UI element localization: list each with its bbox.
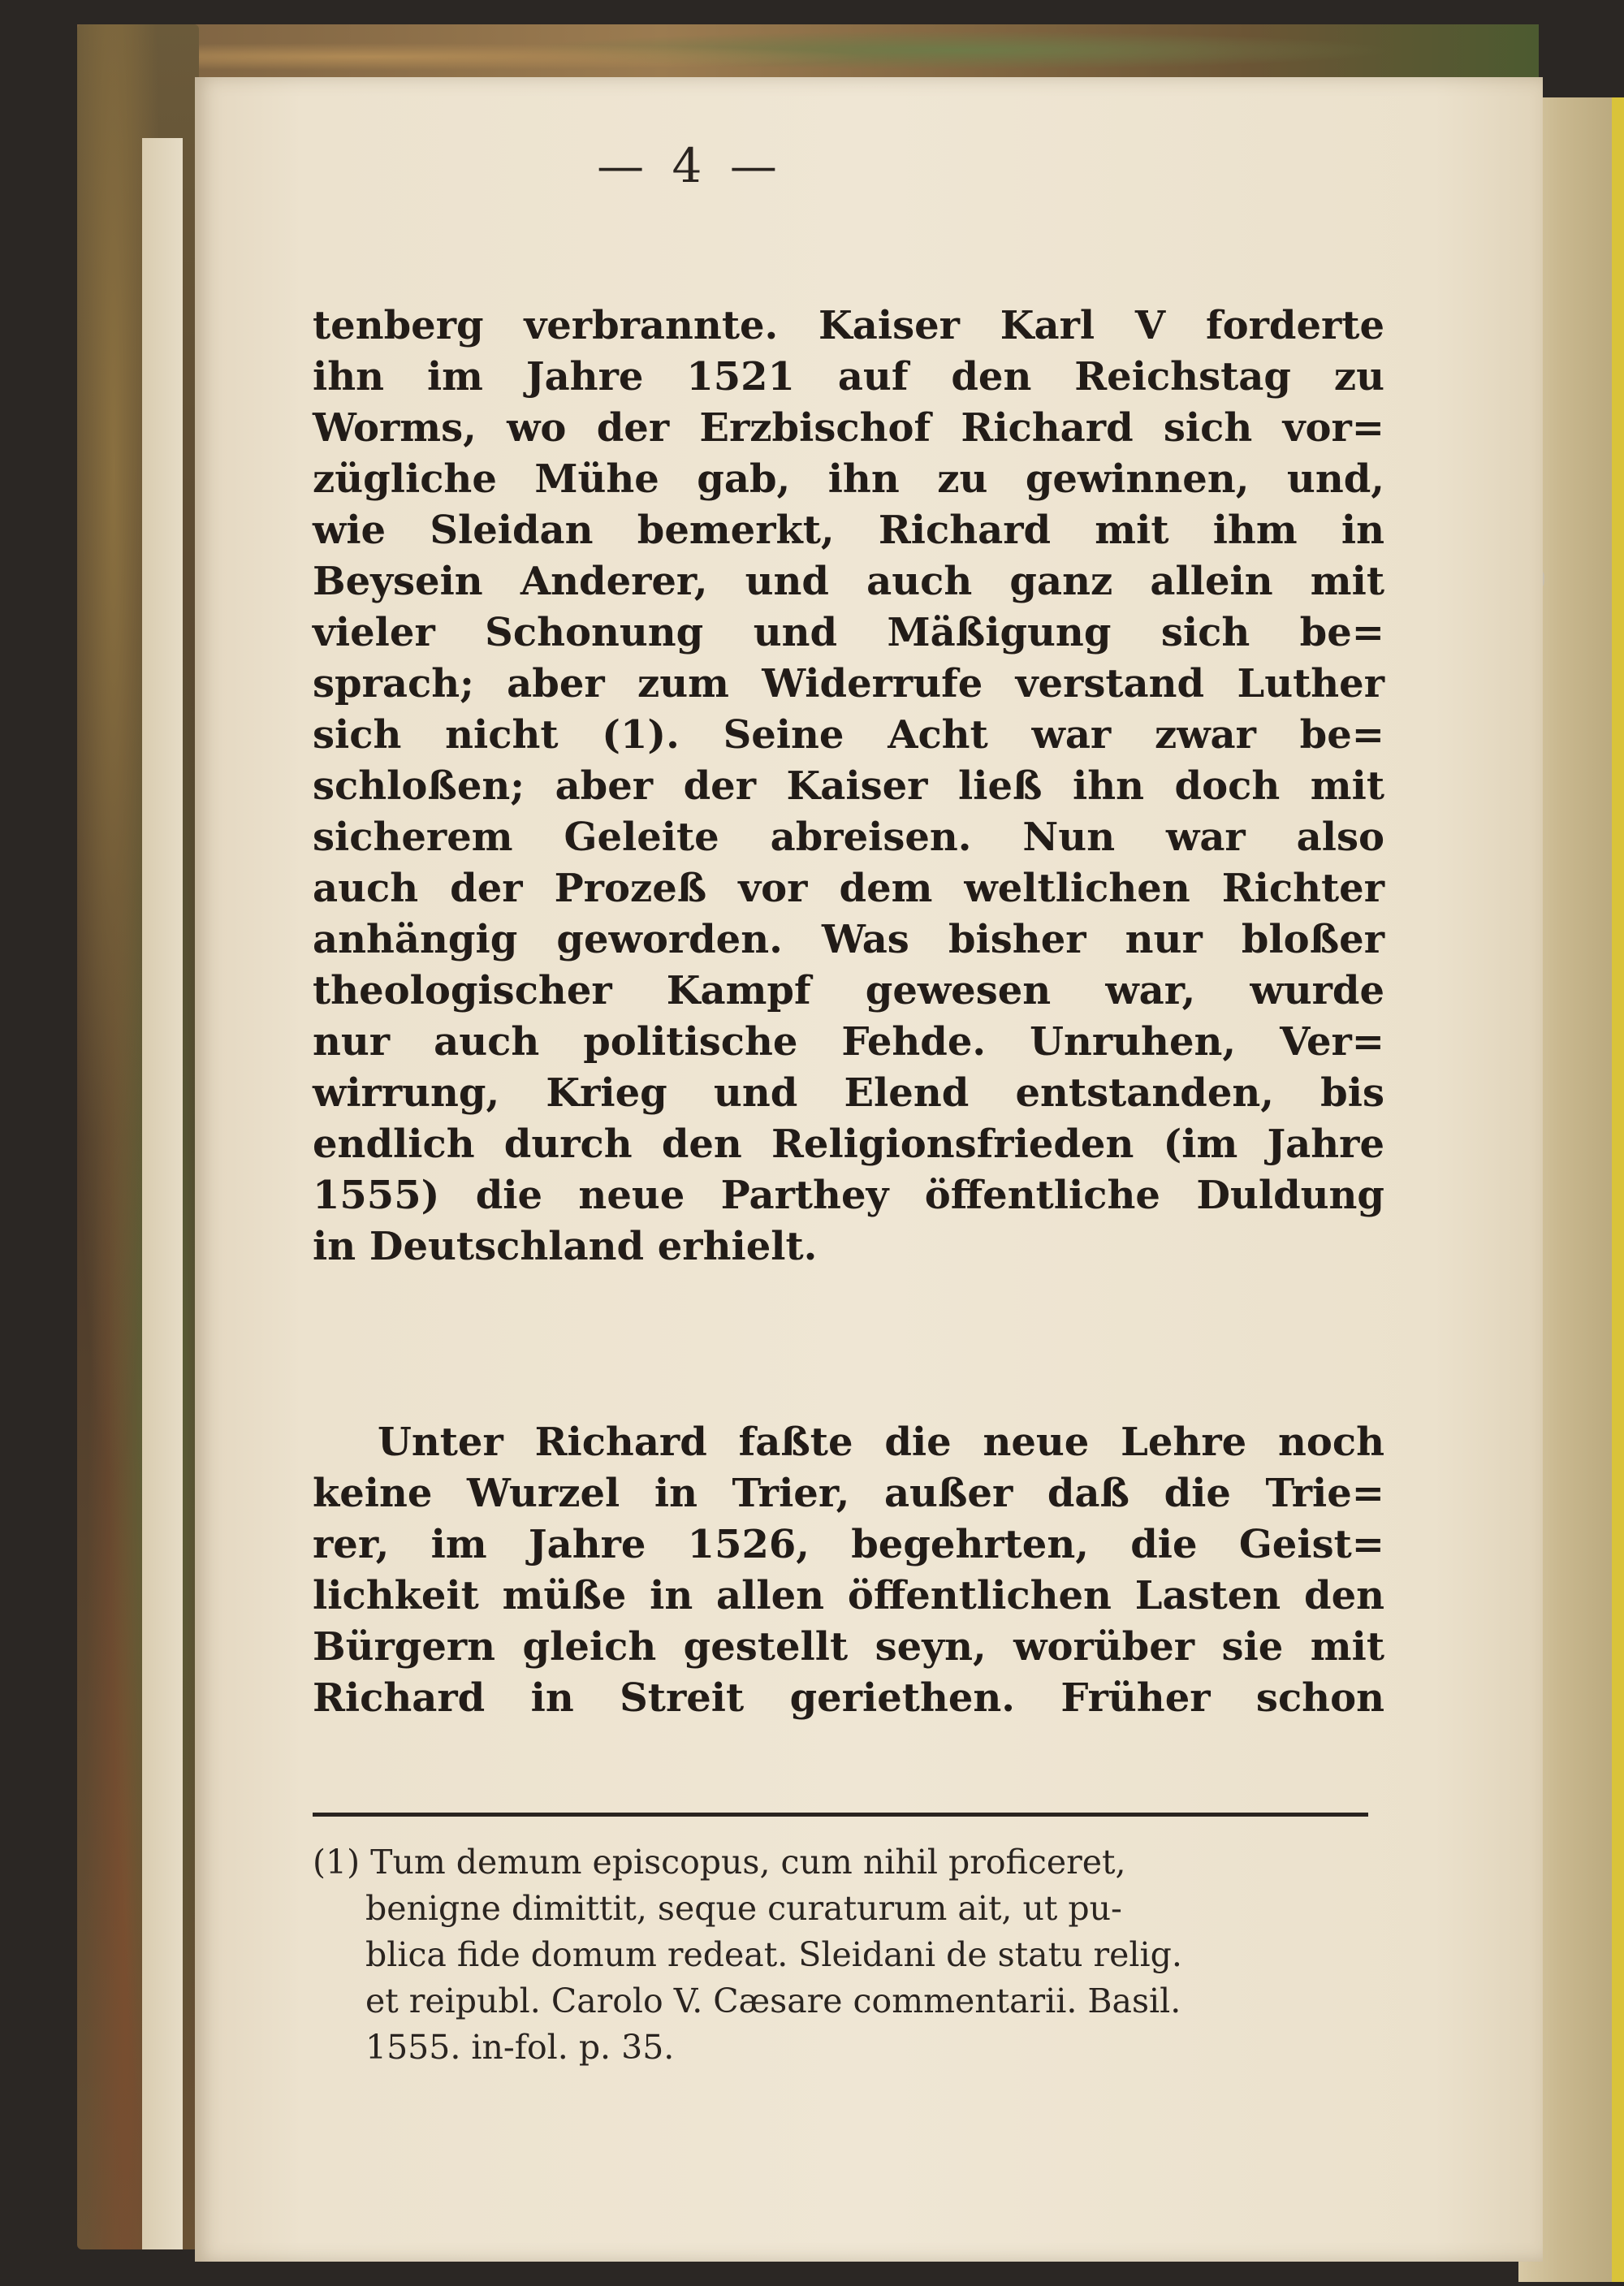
footnote-line: benigne dimittit, seque curaturum ait, ut pu- [365,1889,1122,1928]
text-line: rer, im Jahre 1526, begehrten, die Geist= [313,1522,1384,1567]
text-line: wie Sleidan bemerkt, Richard mit ihm in [313,508,1384,553]
text-line: auch der Prozeß vor dem weltlichen Richter [313,866,1384,911]
text-line: endlich durch den Religionsfrieden (im Jahre [313,1121,1384,1167]
text-line: zügliche Mühe gab, ihn zu gewinnen, und, [313,456,1384,502]
text-line: Richard in Streit geriethen. Früher schon [313,1675,1384,1721]
text-line: schloßen; aber der Kaiser ließ ihn doch mit [313,763,1384,809]
text-line: anhängig geworden. Was bisher nur bloßer [313,917,1384,962]
text-line: keine Wurzel in Trier, außer daß die Trie= [313,1471,1384,1516]
page-number: — 4 — [597,138,784,193]
text-line: in Deutschland erhielt. [313,1224,818,1269]
text-line: tenberg verbrannte. Kaiser Karl V forderte [313,303,1384,348]
footnote-line: (1) Tum demum episcopus, cum nihil proficeret, [313,1843,1126,1882]
text-line: sprach; aber zum Widerrufe verstand Luther [313,661,1384,707]
text-line: 1555) die neue Parthey öffentliche Duldung [313,1173,1384,1218]
text-line: Bürgern gleich gestellt seyn, worüber sie mit [313,1624,1384,1670]
footnote-line: et reipubl. Carolo V. Cæsare commentarii. Basil. [365,1981,1181,2020]
footnote [313,1839,1384,2071]
text-line: theologischer Kampf gewesen war, wurde [313,968,1384,1013]
text-line: sicherem Geleite abreisen. Nun war also [313,815,1384,860]
previous-page-strip [142,138,183,2249]
text-line: Unter Richard faßte die neue Lehre noch [378,1420,1384,1465]
text-line: vieler Schonung und Mäßigung sich be= [313,610,1384,655]
footnote-line: 1555. in-fol. p. 35. [365,2028,675,2067]
text-line: sich nicht (1). Seine Acht war zwar be= [313,712,1384,758]
text-line: lichkeit müße in allen öffentlichen Lasten den [313,1573,1384,1618]
paragraph-1 [313,300,1384,1273]
paragraph-2 [313,1417,1384,1724]
text-line: Beysein Anderer, und auch ganz allein mit [313,559,1384,604]
yellow-page-edge [1612,97,1624,2282]
footnote-line: blica fide domum redeat. Sleidani de statu relig. [365,1935,1182,1974]
text-line: Worms, wo der Erzbischof Richard sich vor= [313,405,1384,451]
text-line: nur auch politische Fehde. Unruhen, Ver= [313,1019,1384,1065]
text-line: wirrung, Krieg und Elend entstanden, bis [313,1070,1384,1116]
footnote-divider [313,1813,1368,1817]
text-line: ihn im Jahre 1521 auf den Reichstag zu [313,354,1384,400]
